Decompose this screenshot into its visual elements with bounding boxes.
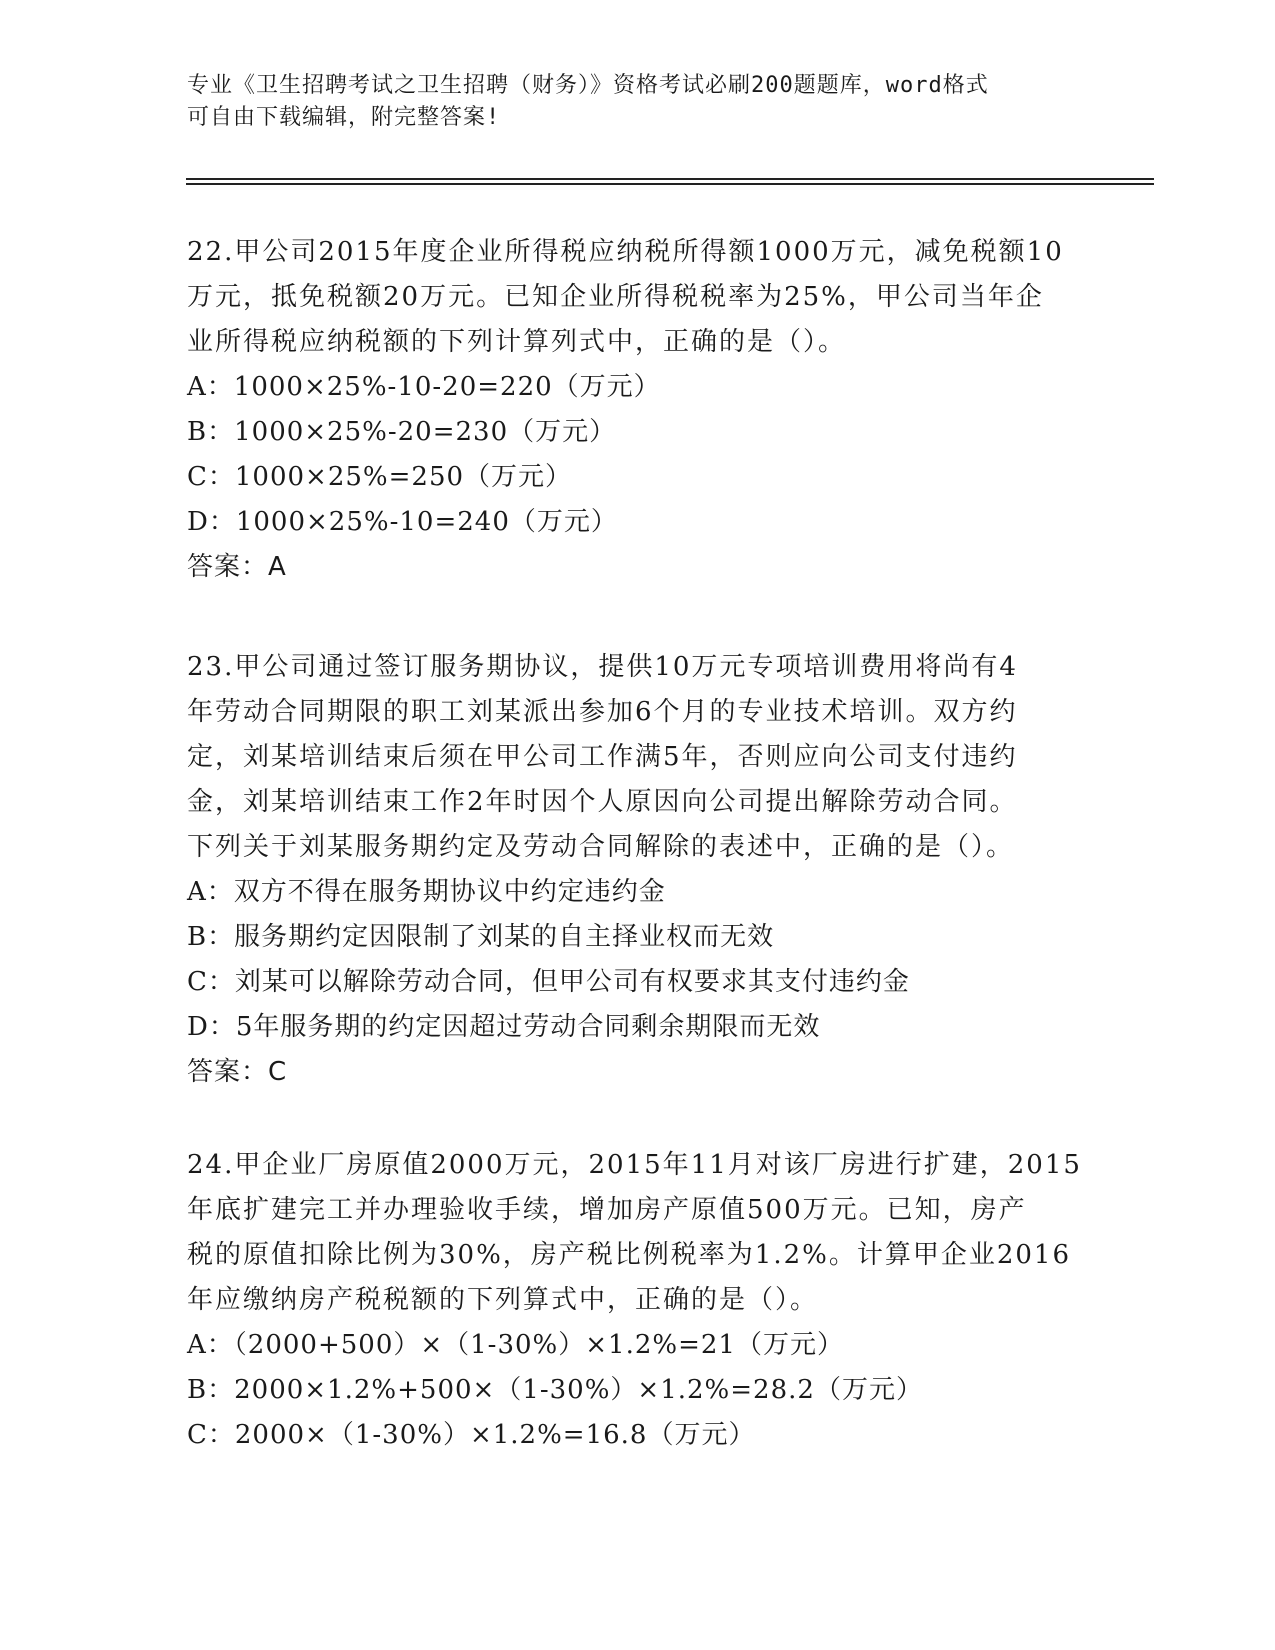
stem-line: 年劳动合同期限的职工刘某派出参加6个月的专业技术培训。双方约 (187, 697, 1018, 727)
document-header (187, 70, 1087, 134)
stem-line: 24.甲企业厂房原值2000万元，2015年11月对该厂房进行扩建，2015 (187, 1150, 1082, 1180)
stem-line: 业所得税应纳税额的下列计算列式中，正确的是（）。 (187, 327, 847, 357)
stem-line: 定，刘某培训结束后须在甲公司工作满5年，否则应向公司支付违约 (187, 742, 1018, 772)
stem-line: 年底扩建完工并办理验收手续，增加房产原值500万元。已知，房产 (187, 1195, 1027, 1225)
answer-line: 答案：A (187, 552, 287, 582)
question-stem (187, 230, 1087, 365)
question-22 (187, 230, 1087, 590)
stem-line: 金，刘某培训结束工作2年时因个人原因向公司提出解除劳动合同。 (187, 787, 1018, 817)
option-b: B：2000×1.2%+500×（1-30%）×1.2%=28.2（万元） (187, 1375, 923, 1405)
option-a: A：（2000+500）×（1-30%）×1.2%=21（万元） (187, 1330, 844, 1360)
header-line-1: 专业《卫生招聘考试之卫生招聘（财务）》资格考试必刷200题题库，word格式 (187, 73, 989, 98)
question-stem (187, 645, 1087, 870)
option-d: D：5年服务期的约定因超过劳动合同剩余期限而无效 (187, 1012, 821, 1042)
header-divider-top (186, 178, 1154, 180)
option-c: C：刘某可以解除劳动合同，但甲公司有权要求其支付违约金 (187, 967, 910, 997)
option-a: A：1000×25%-10-20=220（万元） (187, 372, 661, 402)
question-24 (187, 1143, 1087, 1458)
stem-line: 年应缴纳房产税税额的下列算式中，正确的是（）。 (187, 1285, 819, 1315)
stem-line: 税的原值扣除比例为30%，房产税比例税率为1.2%。计算甲企业2016 (187, 1240, 1072, 1270)
stem-line: 下列关于刘某服务期约定及劳动合同解除的表述中，正确的是（）。 (187, 832, 1015, 862)
option-b: B：服务期约定因限制了刘某的自主择业权而无效 (187, 922, 775, 952)
option-d: D：1000×25%-10=240（万元） (187, 507, 618, 537)
option-c: C：2000×（1-30%）×1.2%=16.8（万元） (187, 1420, 756, 1450)
option-a: A：双方不得在服务期协议中约定违约金 (187, 877, 666, 907)
option-c: C：1000×25%=250（万元） (187, 462, 573, 492)
stem-line: 万元，抵免税额20万元。已知企业所得税税率为25%，甲公司当年企 (187, 282, 1044, 312)
header-divider-bottom (186, 183, 1154, 185)
option-b: B：1000×25%-20=230（万元） (187, 417, 617, 447)
stem-line: 22.甲公司2015年度企业所得税应纳税所得额1000万元，减免税额10 (187, 237, 1064, 267)
stem-line: 23.甲公司通过签订服务期协议，提供10万元专项培训费用将尚有4 (187, 652, 1018, 682)
header-line-2: 可自由下载编辑，附完整答案! (187, 105, 501, 130)
question-stem (187, 1143, 1087, 1323)
answer-line: 答案：C (187, 1057, 288, 1087)
question-23 (187, 645, 1087, 1095)
